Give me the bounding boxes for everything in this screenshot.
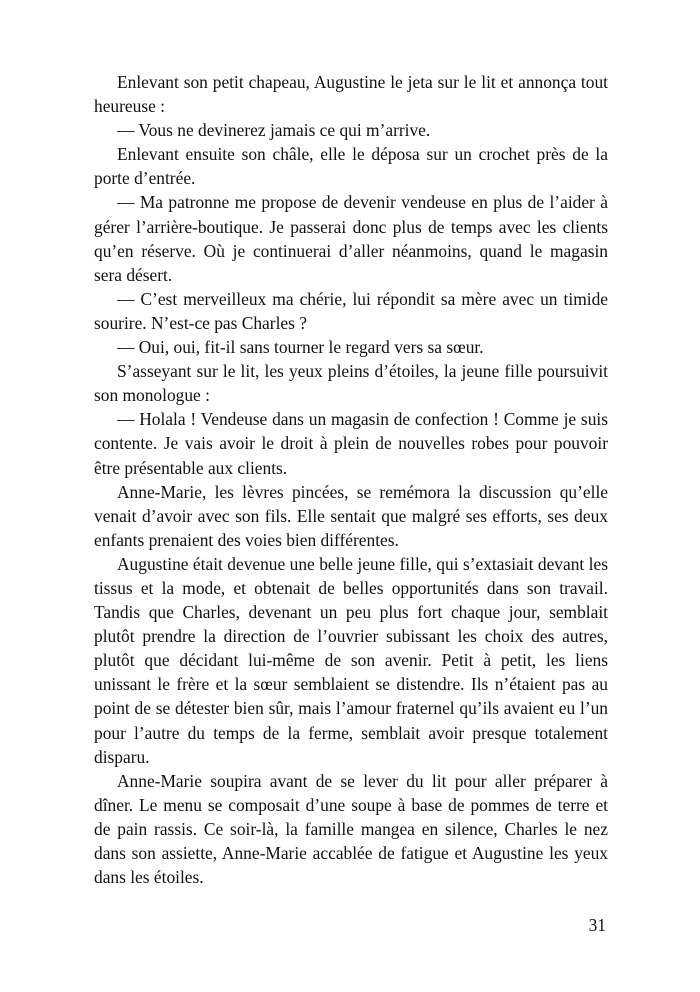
paragraph: Anne-Marie soupira avant de se lever du lit pour aller préparer à dîner. Le menu se composait d’une soupe à base de pommes de terre et de pain rassis. Ce soir-là, la famille mangea en silence, Charles le nez dans son assiette, Anne-Marie accablée de fatigue et Augustine les yeux dans les étoiles.: [94, 770, 608, 888]
paragraph: — Oui, oui, fit-il sans tourner le regard vers sa sœur.: [117, 337, 484, 358]
paragraph: — Holala ! Vendeuse dans un magasin de confection ! Comme je suis contente. Je vais avoir le droit à plein de nouvelles robes pour pouvoir être présentable aux clients.: [94, 409, 608, 478]
paragraph: Enlevant ensuite son châle, elle le déposa sur un crochet près de la porte d’entrée.: [94, 144, 608, 189]
paragraph: S’asseyant sur le lit, les yeux pleins d’étoiles, la jeune fille poursuivit son monologue :: [94, 361, 608, 406]
paragraph: — C’est merveilleux ma chérie, lui répondit sa mère avec un timide sourire. N’est-ce pas Charles ?: [94, 288, 608, 333]
book-page-text: [94, 70, 608, 889]
paragraph: Anne-Marie, les lèvres pincées, se remémora la discussion qu’elle venait d’avoir avec son fils. Elle sentait que malgré ses efforts, ses deux enfants prenaient des voies bien différentes.: [94, 481, 608, 550]
paragraph: Augustine était devenue une belle jeune fille, qui s’extasiait devant les tissus et la mode, et obtenait de belles opportunités dans son travail. Tandis que Charles, devenant un peu plus fort chaque jour, semblait plutôt prendre la direction de l’ouvrier subissant les choix des autres, plutôt que décidant lui-même de son avenir. Petit à petit, les liens unissant le frère et la sœur semblaient se distendre. Ils n’étaient pas au point de se détester bien sûr, mais l’amour fraternel qu’ils avaient eu l’un pour l’autre du temps de la ferme, semblait avoir presque totalement disparu.: [94, 553, 608, 767]
paragraph: — Ma patronne me propose de devenir vendeuse en plus de l’aider à gérer l’arrière-boutique. Je passerai donc plus de temps avec les clients qu’en réserve. Où je continuerai d’aller néanmoins, quand le magasin sera désert.: [94, 192, 608, 285]
paragraph: Enlevant son petit chapeau, Augustine le jeta sur le lit et annonça tout heureuse :: [94, 72, 608, 117]
paragraph: — Vous ne devinerez jamais ce qui m’arrive.: [117, 120, 431, 141]
page-number: 31: [588, 915, 606, 935]
